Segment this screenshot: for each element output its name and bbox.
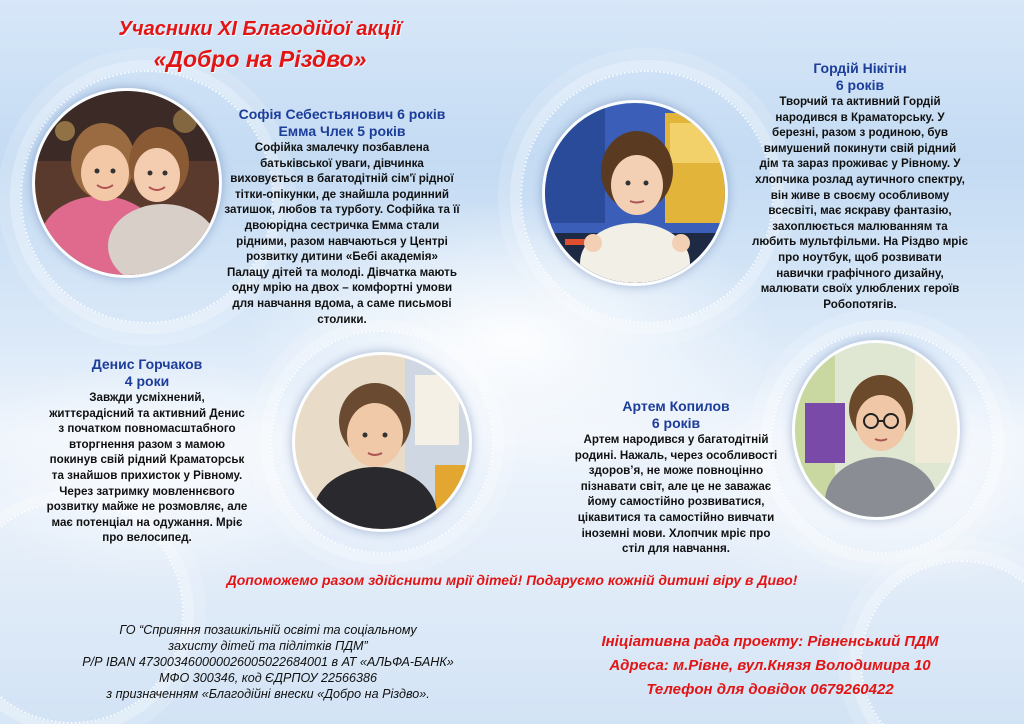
description-line: одну мрію на двох – комфортні умови [231,281,453,295]
photo-sofia-emma-image [35,91,219,275]
child-name: Артем Копилов [622,398,730,414]
description-line: про ноутбук, щоб розвивати [778,250,942,264]
contact-line: Ініціативна рада проекту: Рівненський ПДМ [601,633,939,650]
photo-sofia-emma [32,88,222,278]
description-line: Творчий та активний Гордій [779,95,941,108]
description-line: пізнавати світ, але це не заважає [580,479,772,493]
description-line: рідними, разом навчаються у Центрі [236,234,448,248]
child-name: Гордій Нікітін [813,60,907,76]
child-name: Денис Горчаков [91,356,203,372]
description-line: вторгнення разом з мамою [68,437,226,451]
description-line: батьківської уваги, дівчинка [260,156,424,170]
description-line: тітки-опікунки, де знайшла родинний [234,187,450,201]
photo-denys [292,352,472,532]
description-line: березні, разом з родиною, був [772,126,948,140]
org-line: ГО “Сприяння позашкільній освіті та соціальному [119,623,417,637]
description-line: народився в Краматорську. У [775,110,945,124]
description-line: Через затримку мовленнєвого [59,484,235,498]
description-line: з початком повномасштабного [58,422,236,436]
description-line: він живе в своєму особливому [770,188,950,202]
description-line: та знайшов прихисток у Рівному. [51,468,243,482]
child-description [708,94,1012,312]
description-line: двоюрідна сестричка Емма стали [244,218,440,232]
org-line: захисту дітей та підлітків ПДМ” [168,639,368,653]
description-line: цікавитися та самостійно вивчати [577,510,775,524]
description-line: стіл для навчання. [622,542,730,556]
photo-hordiy [542,100,728,286]
description-line: здоров’я, не може повноцінно [588,464,764,478]
description-line: любить мультфільми. На Різдво мріє [752,235,968,249]
child-age: 6 років [651,415,701,431]
description-line: Робопотягів. [823,297,897,311]
description-line: іноземні мови. Хлопчик мріє про [581,526,771,540]
description-line: розвитку майже не розмовляє, але [46,500,248,514]
description-line: життєрадісний та активний Денис [49,406,245,420]
title-line-1: Учасники ХІ Благодійої акції [118,18,402,40]
photo-denys-image [295,355,469,529]
child-description [196,140,488,327]
description-line: про велосипед. [102,531,192,545]
description-line: Артем народився у багатодітній [583,433,769,446]
org-line: МФО 300346, код ЄДРПОУ 22566386 [158,671,378,685]
description-line: хлопчика розлад аутичного спектру, [755,172,965,186]
description-line: Палацу дітей та молоді. Дівчатка мають [227,265,457,279]
description-line: Софійка змалечку позбавлена [254,141,430,154]
description-line: затишок, любов та турботу. Софійка та її [224,203,460,217]
child-name: Софія Себестьянович 6 років [238,106,446,122]
child-age: 6 років [835,77,885,93]
child-card-artem [548,398,804,557]
description-line: Завжди усміхнений, [89,391,205,404]
title-line-2: «Добро на Різдво» [153,46,367,72]
organization-details [18,622,518,702]
child-card-denys [16,356,278,546]
photo-artem [792,340,960,520]
description-line: столики. [317,312,367,326]
description-line: всесвіті, має яскраву фантазію, [768,204,952,218]
photo-hordiy-image [545,103,725,283]
contact-details [540,630,1000,702]
description-line: розвитку дитини «Бебі академія» [246,250,438,264]
contact-line: Адреса: м.Рівне, вул.Князя Володимира 10 [609,657,931,674]
child-age: 4 роки [124,373,170,389]
description-line: малювати своїх улюблених героїв [760,282,960,296]
description-line: навички графічного дизайну, [776,266,944,280]
org-line: з призначенням «Благодійні внески «Добро на Різдво». [106,687,430,701]
description-line: виховується в багатодітній сім'ї рідної [230,172,454,186]
child-card-hordiy [708,60,1012,312]
appeal-text: Допоможемо разом здійснити мрії дітей! Подаруємо кожній дитині віру в Диво! [226,572,798,588]
child-name-second: Емма Члек 5 років [278,123,406,139]
description-line: захоплюється малюванням та [772,219,948,233]
description-line: дім та зараз проживає у Рівному. У [759,157,961,171]
description-line: покинув свій рідний Краматорськ [49,453,245,467]
description-line: має потенціал на одужання. Мріє [51,515,243,529]
description-line: вимушений покинути свій рідний [763,141,957,155]
child-card-sofia-emma [196,106,488,327]
description-line: йому самостійно розвиватися, [587,495,765,509]
photo-artem-image [795,343,957,517]
org-line: Р/Р IBAN 473003460000026005022684001 в АТ «АЛЬФА-БАНК» [82,655,454,669]
description-line: для навчання вдома, а саме письмові [232,296,452,310]
child-description [548,432,804,557]
child-description [16,390,278,546]
description-line: родині. Нажаль, через особливості [574,448,778,462]
contact-line: Телефон для довідок 0679260422 [646,681,894,698]
